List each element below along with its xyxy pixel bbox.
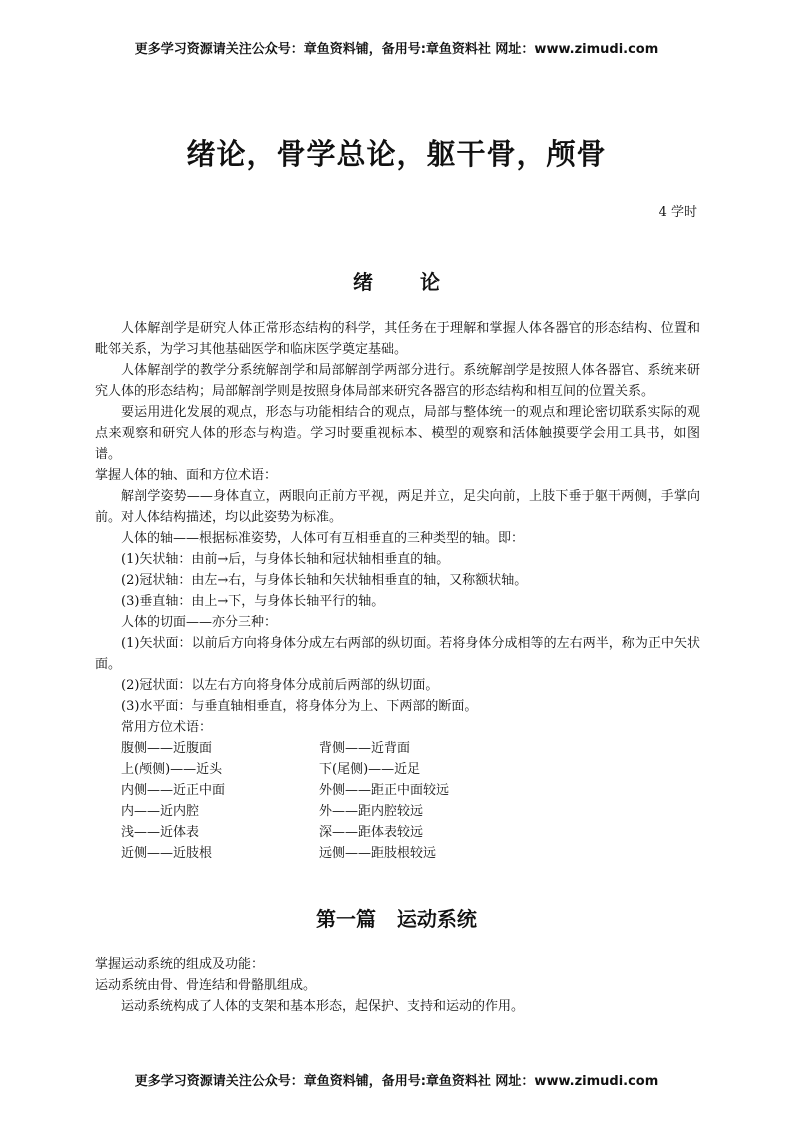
term-left: 内——近内腔 bbox=[121, 804, 200, 819]
paragraph: 人体解剖学是研究人体正常形态结构的科学，其任务在于理解和掌握人体各器官的形态结构、位置和毗邻关系，为学习其他基础医学和临床医学奠定基础。 bbox=[95, 321, 700, 357]
page-footer: 更多学习资源请关注公众号：章鱼资料铺，备用号:章鱼资料社 网址：www.zimudi.com bbox=[134, 1074, 659, 1089]
list-item: (3)垂直轴：由上→下，与身体长轴平行的轴。 bbox=[121, 594, 385, 609]
section-title-locomotor-system: 第一篇 运动系统 bbox=[316, 907, 477, 931]
direction-terms-table bbox=[95, 738, 700, 864]
paragraph: 人体的切面——亦分三种： bbox=[121, 615, 278, 630]
section-title-introduction: 绪 论 bbox=[353, 270, 440, 294]
terms-row bbox=[121, 780, 700, 801]
list-item: (2)冠状轴：由左→右，与身体长轴和矢状轴相垂直的轴，又称额状轴。 bbox=[121, 573, 528, 588]
paragraph: 解剖学姿势——身体直立，两眼向正前方平视，两足并立，足尖向前，上肢下垂于躯干两侧，手掌向前。对人体结构描述，均以此姿势为标准。 bbox=[95, 489, 700, 525]
term-right: 外侧——距正中面较远 bbox=[319, 783, 450, 798]
paragraph: 掌握人体的轴、面和方位术语： bbox=[95, 468, 278, 483]
term-left: 近侧——近肢根 bbox=[121, 846, 213, 861]
term-left: 浅——近体表 bbox=[121, 825, 200, 840]
page-header: 更多学习资源请关注公众号：章鱼资料铺，备用号:章鱼资料社 网址：www.zimudi.com bbox=[134, 42, 659, 57]
terms-row bbox=[121, 822, 700, 843]
paragraph: 人体解剖学的教学分系统解剖学和局部解剖学两部分进行。系统解剖学是按照人体各器官、系统来研究人体的形态结构；局部解剖学则是按照身体局部来研究各器宫的形态结构和相互间的位置关系。 bbox=[95, 363, 700, 399]
term-left: 腹侧——近腹面 bbox=[121, 741, 213, 756]
locomotor-body bbox=[95, 954, 700, 1017]
term-right: 深——距体表较远 bbox=[319, 825, 424, 840]
term-right: 下(尾侧)——近足 bbox=[319, 762, 421, 777]
list-item: (3)水平面：与垂直轴相垂直，将身体分为上、下两部的断面。 bbox=[121, 699, 478, 714]
paragraph: 掌握运动系统的组成及功能： bbox=[95, 957, 265, 972]
paragraph: 人体的轴——根据标准姿势，人体可有互相垂直的三种类型的轴。即： bbox=[121, 531, 525, 546]
term-left: 内侧——近正中面 bbox=[121, 783, 226, 798]
list-item: (2)冠状面：以左右方向将身体分成前后两部的纵切面。 bbox=[121, 678, 439, 693]
list-item: (1)矢状轴：由前→后，与身体长轴和冠状轴相垂直的轴。 bbox=[121, 552, 450, 567]
term-right: 远侧——距肢根较远 bbox=[319, 846, 437, 861]
list-item: (1)矢状面：以前后方向将身体分成左右两部的纵切面。若将身体分成相等的左右两半，称为正中矢状面。 bbox=[95, 636, 700, 672]
introduction-body bbox=[95, 318, 700, 864]
terms-row bbox=[121, 759, 700, 780]
terms-row bbox=[121, 738, 700, 759]
terms-row bbox=[121, 801, 700, 822]
paragraph: 要运用进化发展的观点，形态与功能相结合的观点，局部与整体统一的观点和理论密切联系实际的观点来观察和研究人体的形态与构造。学习时要重视标本、模型的观察和活体触摸要学会用工具书，如图谱。 bbox=[95, 405, 700, 462]
paragraph: 运动系统构成了人体的支架和基本形态，起保护、支持和运动的作用。 bbox=[121, 999, 525, 1014]
term-left: 上(颅侧)——近头 bbox=[121, 762, 223, 777]
paragraph: 常用方位术语： bbox=[121, 720, 213, 735]
term-right: 外——距内腔较远 bbox=[319, 804, 424, 819]
page-title: 绪论，骨学总论，躯干骨，颅骨 bbox=[186, 137, 607, 171]
class-hours: 4 学时 bbox=[658, 205, 697, 220]
terms-row bbox=[121, 843, 700, 864]
term-right: 背侧——近背面 bbox=[319, 741, 411, 756]
paragraph: 运动系统由骨、骨连结和骨骼肌组成。 bbox=[95, 978, 317, 993]
